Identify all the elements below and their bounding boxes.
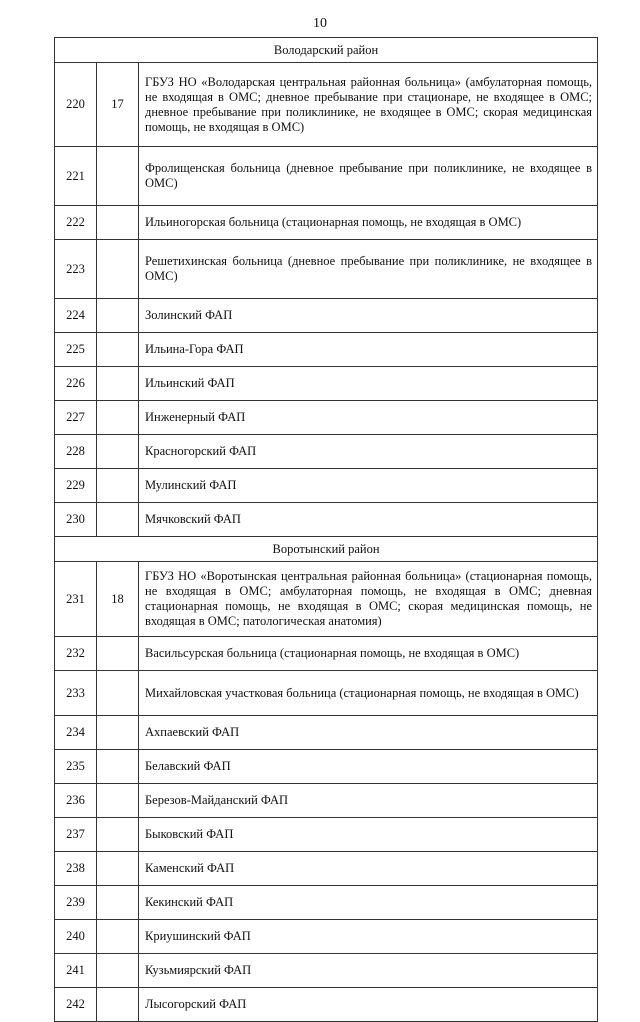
row-number: 242 — [55, 988, 97, 1022]
row-number: 224 — [55, 299, 97, 333]
row-number: 241 — [55, 954, 97, 988]
row-number: 229 — [55, 469, 97, 503]
table-row — [55, 435, 598, 469]
facility-name: Криушинский ФАП — [139, 920, 598, 954]
facility-name: Кузьмиярский ФАП — [139, 954, 598, 988]
facility-name: Михайловская участковая больница (стационарная помощь, не входящая в ОМС) — [139, 671, 598, 716]
group-number — [97, 750, 139, 784]
table-row — [55, 240, 598, 299]
group-number — [97, 716, 139, 750]
group-number — [97, 988, 139, 1022]
facility-name: Васильсурская больница (стационарная помощь, не входящая в ОМС) — [139, 637, 598, 671]
row-number: 238 — [55, 852, 97, 886]
group-number — [97, 784, 139, 818]
facility-name: ГБУЗ НО «Воротынская центральная районная больница» (стационарная помощь, не входящая в ОМС; амбулаторная помощь, не входящая в ОМС; дневная стационарная помощь, не входящая в ОМС; скорая медицинская помощь, не входящая в ОМС; патологическая анатомия) — [139, 562, 598, 637]
group-number: 17 — [97, 63, 139, 147]
group-number — [97, 333, 139, 367]
section-header-row — [55, 38, 598, 63]
group-number — [97, 469, 139, 503]
row-number: 232 — [55, 637, 97, 671]
table-row — [55, 147, 598, 206]
group-number — [97, 435, 139, 469]
section-header-row — [55, 537, 598, 562]
table-row — [55, 299, 598, 333]
table-row — [55, 784, 598, 818]
row-number: 237 — [55, 818, 97, 852]
facility-name: Ильина-Гора ФАП — [139, 333, 598, 367]
row-number: 240 — [55, 920, 97, 954]
table-row — [55, 206, 598, 240]
group-number — [97, 886, 139, 920]
facility-name: Мячковский ФАП — [139, 503, 598, 537]
row-number: 230 — [55, 503, 97, 537]
table-row — [55, 954, 598, 988]
table-row — [55, 671, 598, 716]
row-number: 227 — [55, 401, 97, 435]
facility-name: Решетихинская больница (дневное пребывание при поликлинике, не входящее в ОМС) — [139, 240, 598, 299]
group-number: 18 — [97, 562, 139, 637]
facility-name: Быковский ФАП — [139, 818, 598, 852]
group-number — [97, 671, 139, 716]
row-number: 226 — [55, 367, 97, 401]
group-number — [97, 954, 139, 988]
table-row — [55, 367, 598, 401]
table-row — [55, 469, 598, 503]
table-row — [55, 637, 598, 671]
facility-name: Лысогорский ФАП — [139, 988, 598, 1022]
facility-name: Каменский ФАП — [139, 852, 598, 886]
table-row — [55, 716, 598, 750]
row-number: 239 — [55, 886, 97, 920]
table-row — [55, 750, 598, 784]
facility-name: Ахпаевский ФАП — [139, 716, 598, 750]
facility-name: Золинский ФАП — [139, 299, 598, 333]
facility-name: Мулинский ФАП — [139, 469, 598, 503]
table-row — [55, 818, 598, 852]
row-number: 220 — [55, 63, 97, 147]
row-number: 235 — [55, 750, 97, 784]
facility-name: Красногорский ФАП — [139, 435, 598, 469]
row-number: 228 — [55, 435, 97, 469]
group-number — [97, 503, 139, 537]
group-number — [97, 852, 139, 886]
table-row — [55, 401, 598, 435]
group-number — [97, 367, 139, 401]
group-number — [97, 147, 139, 206]
facility-name: Инженерный ФАП — [139, 401, 598, 435]
group-number — [97, 401, 139, 435]
facility-name: Березов-Майданский ФАП — [139, 784, 598, 818]
section-title: Володарский район — [55, 38, 598, 63]
group-number — [97, 299, 139, 333]
facility-name: Белавский ФАП — [139, 750, 598, 784]
row-number: 236 — [55, 784, 97, 818]
facility-name: Ильиногорская больница (стационарная помощь, не входящая в ОМС) — [139, 206, 598, 240]
row-number: 233 — [55, 671, 97, 716]
group-number — [97, 637, 139, 671]
row-number: 221 — [55, 147, 97, 206]
group-number — [97, 240, 139, 299]
row-number: 234 — [55, 716, 97, 750]
facility-name: Ильинский ФАП — [139, 367, 598, 401]
table-row — [55, 988, 598, 1022]
group-number — [97, 818, 139, 852]
row-number: 223 — [55, 240, 97, 299]
table-row — [55, 503, 598, 537]
facility-name: Кекинский ФАП — [139, 886, 598, 920]
facility-name: Фролищенская больница (дневное пребывание при поликлинике, не входящее в ОМС) — [139, 147, 598, 206]
table-row — [55, 333, 598, 367]
table-row — [55, 920, 598, 954]
section-title: Воротынский район — [55, 537, 598, 562]
table-row — [55, 562, 598, 637]
row-number: 225 — [55, 333, 97, 367]
page-number: 10 — [313, 16, 327, 31]
row-number: 222 — [55, 206, 97, 240]
table-row — [55, 886, 598, 920]
row-number: 231 — [55, 562, 97, 637]
facilities-table — [54, 37, 598, 1022]
group-number — [97, 206, 139, 240]
table-row — [55, 852, 598, 886]
group-number — [97, 920, 139, 954]
facility-name: ГБУЗ НО «Володарская центральная районная больница» (амбулаторная помощь, не входящая в ОМС; дневное пребывание при стационаре, не входящее в ОМС; дневное пребывание при поликлинике, не входящее в ОМС; скорая медицинская помощь, не входящая в ОМС) — [139, 63, 598, 147]
table-row — [55, 63, 598, 147]
